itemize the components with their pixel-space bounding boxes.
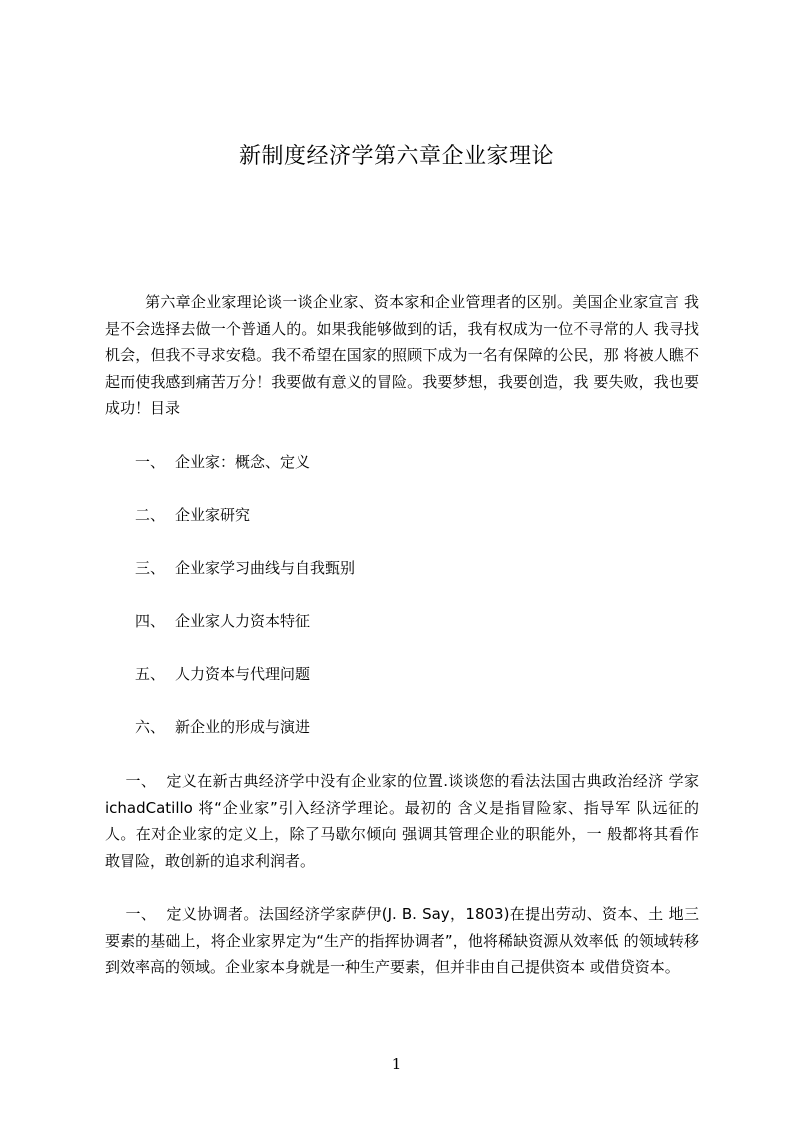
toc-number: 四、 [135,612,166,630]
toc-item [135,611,310,631]
toc-text: 新企业的形成与演进 [175,718,311,736]
toc-item [135,505,250,525]
toc-number: 五、 [135,665,166,683]
section-paragraph-definition: 一、 定义在新古典经济学中没有企业家的位置.谈谈您的看法法国古典政治经济 学家 ichadCatillo 将“企业家”引入经济学理论。最初的 含义是指冒险家、指导军 队远征的人。在对企业家的定义上，除了马歇尔倾向 强调其管理企业的职能外，一 般都将其看作敢冒险，敢创新的追求利润者。 [105,772,704,870]
toc-item [135,452,310,472]
section-paragraph-coordinator: 一、 定义协调者。法国经济学家萨伊(J. B. Say，1803)在提出劳动、资本、土 地三要素的基础上，将企业家界定为“生产的指挥协调者”，他将稀缺资源从效率低 的领域转移到效率高的领域。企业家本身就是一种生产要素，但并非由自己提供资本 或借贷资本。 [105,905,699,976]
toc-item [135,664,310,684]
toc-number: 一、 [135,453,166,471]
toc-number: 二、 [135,506,166,524]
toc-text: 企业家人力资本特征 [175,612,311,630]
toc-text: 企业家：概念、定义 [175,453,311,471]
toc-text: 人力资本与代理问题 [175,665,311,683]
document-title: 新制度经济学第六章企业家理论 [238,144,554,169]
toc-text: 企业家学习曲线与自我甄别 [175,559,356,577]
toc-number: 六、 [135,718,166,736]
toc-item [135,558,355,578]
intro-paragraph: 第六章企业家理论谈一谈企业家、资本家和企业管理者的区别。美国企业家宣言 我是不会选择去做一个普通人的。如果我能够做到的话，我有权成为一位不寻常的人 我寻找机会，但我不寻求安稳。我不希望在国家的照顾下成为一名有保障的公民，那 将被人瞧不起而使我感到痛苦万分！我要做有意义的冒险。我要梦想，我要创造，我 要失败，我也要成功！目录 [105,293,699,417]
page-number: 1 [391,1055,402,1073]
toc-item [135,717,310,737]
toc-number: 三、 [135,559,166,577]
toc-text: 企业家研究 [175,506,251,524]
